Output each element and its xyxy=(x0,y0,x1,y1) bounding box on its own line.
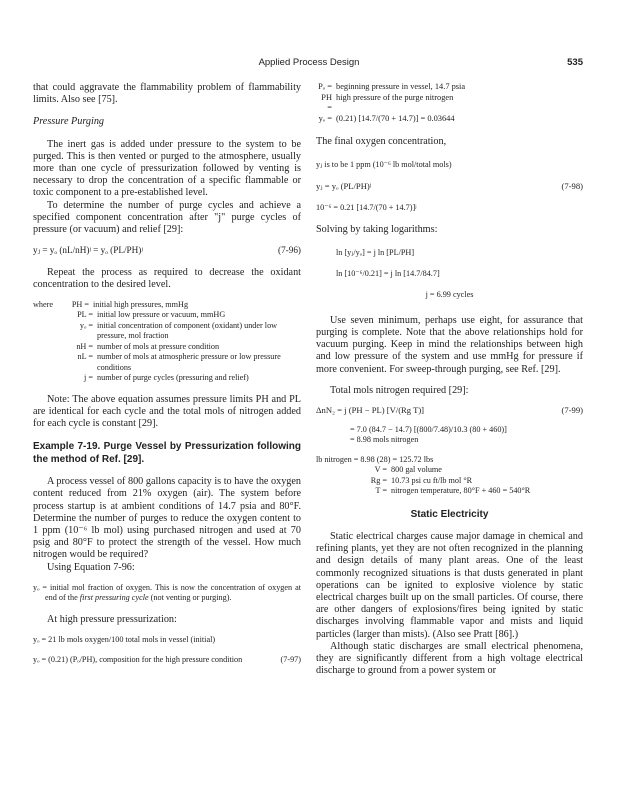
gas-law-definitions xyxy=(316,465,583,496)
right-column xyxy=(316,82,583,677)
solving-label: Solving by taking logarithms: xyxy=(316,224,438,236)
example-problem-paragraph: A process vessel of 800 gallons capacity is to have the oxygen content reduced from 21% oxygen (air). The system before process startup is at ambient conditions of 14.7 psia and 80°F. Determine the number of purges to reduce the oxygen content to 1 ppm (10⁻⁶ lb mol) using purchased nitrogen and used at 70 psig and 80°F to protect the strength of the vessel. How much nitrogen would be required? xyxy=(33,476,301,561)
example-7-19-title: Example 7-19. Purge Vessel by Pressurization following the method of Ref. [29]. xyxy=(33,441,301,465)
def-value: number of purge cycles (pressuring and relief) xyxy=(97,373,249,383)
yj-target: yⱼ is to be 1 ppm (10⁻⁶ lb mol/total mols) xyxy=(316,159,452,169)
note-paragraph: Note: The above equation assumes pressure limits PH and PL are identical for each cycle and the total mols of nitrogen added for each cycle is constant [29]. xyxy=(33,393,301,430)
intro-paragraph: that could aggravate the flammability problem of flammability limits. Also see [75]. xyxy=(33,82,301,106)
equation-7-98-number: (7-98) xyxy=(561,180,583,191)
def-key: yₒ = xyxy=(318,113,332,123)
def-value: number of mols at pressure condition xyxy=(97,341,220,351)
final-oxygen-label: The final oxygen concentration, xyxy=(316,136,447,148)
def-key: T = xyxy=(375,486,387,496)
equation-7-99 xyxy=(316,405,583,416)
paragraph-repeat: Repeat the process as required to decrease the oxidant concentration to the desired level. xyxy=(33,267,301,291)
where-label: where xyxy=(33,299,54,309)
paragraph-purge-cycles: To determine the number of purge cycles and achieve a specified component concentration after "j" purge cycles of pressure (or vacuum) and relief [29]: xyxy=(33,199,301,236)
equation-7-96-body: yⱼ = yₒ (nL/nH)ʲ = yₒ (PL/PH)ʲ xyxy=(33,245,143,256)
at-high-pressure: At high pressure pressurization: xyxy=(47,613,177,625)
yo-initial-equation: yₒ = 21 lb mols oxygen/100 total mols in vessel (initial) xyxy=(33,634,216,644)
def-value: 10.73 psi cu ft/lb mol °R xyxy=(391,475,473,485)
def-key: Pₒ = xyxy=(318,82,332,91)
equation-7-97 xyxy=(33,654,301,665)
left-column xyxy=(33,82,301,665)
equation-7-96 xyxy=(33,245,301,256)
def-value: 800 gal volume xyxy=(391,465,442,475)
section-title-static-electricity: Static Electricity xyxy=(410,509,489,521)
j-result: j = 6.99 cycles xyxy=(425,290,474,300)
equation-7-97-number: (7-97) xyxy=(280,655,301,665)
def-key: PH = xyxy=(71,299,89,309)
def-key: Rg = xyxy=(370,475,387,485)
yo-def-text-b: (not venting or purging). xyxy=(148,593,232,603)
substituted-equation: 10⁻⁶ = 0.21 [14.7/(70 + 14.7)]ʲ xyxy=(316,202,417,212)
def-key: PL = xyxy=(77,310,93,320)
lb-nitrogen: lb nitrogen = 8.98 (28) = 125.72 lbs xyxy=(316,454,434,464)
def-value: number of mols at atmospheric pressure or low pressure conditions xyxy=(97,352,281,372)
log-equation-1: ln [yⱼ/yₒ] = j ln [PL/PH] xyxy=(336,247,415,257)
equation-7-98 xyxy=(316,181,583,192)
equation-7-99-number: (7-99) xyxy=(561,405,583,416)
equation-7-98-body: yⱼ = yₒ (PL/PH)ʲ xyxy=(316,180,372,191)
total-nitrogen-label: Total mols nitrogen required [29]: xyxy=(330,384,469,396)
def-value: initial concentration of component (oxidant) under low pressure, mol fraction xyxy=(97,320,278,341)
def-key: nL = xyxy=(77,352,93,362)
pressure-definitions xyxy=(316,82,583,124)
variable-definitions xyxy=(33,300,301,384)
def-value: (0.21) [14.7/(70 + 14.7)] = 0.03644 xyxy=(336,113,455,123)
equation-7-97-body: yₒ = (0.21) (Pₒ/PH), composition for the high pressure condition xyxy=(33,655,243,665)
running-header-title: Applied Process Design xyxy=(258,57,360,68)
yo-def-italic: first pressuring cycle xyxy=(79,593,149,603)
log-equation-2: ln [10⁻⁶/0.21] = j ln [14.7/84.7] xyxy=(336,269,440,278)
def-value: high pressure of the purge nitrogen xyxy=(336,92,454,102)
yo-def-text-a: yₒ = initial mol fraction of oxygen. This is now the concentration of oxygen at end of the xyxy=(33,582,301,603)
section-title-pressure-purging: Pressure Purging xyxy=(33,116,105,128)
def-key: yₒ = xyxy=(79,320,93,330)
calc-line-2: = 8.98 mols nitrogen xyxy=(350,435,419,445)
yo-definition xyxy=(33,583,301,604)
paragraph-static-2: Although static discharges are small electrical phenomena, they are significantly different from a high voltage electrical discharge to ground from a power system or xyxy=(316,640,583,677)
equation-7-99-body: ΔnN₂ = j (PH − PL) [V/(Rg T)] xyxy=(316,405,425,416)
def-value: initial high pressures, mmHg xyxy=(93,299,189,309)
def-key: j = xyxy=(84,373,93,383)
def-key: V = xyxy=(374,465,387,475)
calc-line-1: = 7.0 (84.7 − 14.7) [(800/7.48)/10.3 (80 + 460)] xyxy=(350,425,507,435)
def-value: beginning pressure in vessel, 14.7 psia xyxy=(336,82,466,91)
equation-7-96-number: (7-96) xyxy=(278,245,301,256)
def-value: initial low pressure or vacuum, mmHG xyxy=(97,310,226,320)
def-key: PH = xyxy=(321,92,332,113)
paragraph-inert-gas: The inert gas is added under pressure to the system to be purged. This is then vented or purged to the atmosphere, usually more than one cycle of pressurization followed by venting is necessary to drop the concentration of a specific flammable or toxic component to a pre-established level. xyxy=(33,138,301,199)
page-number: 535 xyxy=(567,57,583,68)
def-value: nitrogen temperature, 80°F + 460 = 540°R xyxy=(391,486,531,496)
paragraph-static-1: Static electrical charges cause major damage in chemical and refining plants, yet they are not often recognized in the planning and design details of many plant areas. One of the least commonly recognized situations is that dusts generated in plant operations can be ignited to explosive violence by static electrical charges built up on the small particles. Of course, there are other dangers of explosions/fires being ignited by static discharges involving flammable vapor and mists and liquid particles (larger than mists). (Also see Pratt [86].) xyxy=(316,530,583,640)
using-equation: Using Equation 7-96: xyxy=(47,561,135,573)
def-key: nH = xyxy=(76,341,93,351)
paragraph-use-seven: Use seven minimum, perhaps use eight, for assurance that purging is complete. Note that the above relationships hold for vacuum purging. Keep in mind the relationships between high and low pressure of the system and use mmHg for pressure if more convenient. For sweep-through purging, see Ref. [29]. xyxy=(316,314,583,375)
